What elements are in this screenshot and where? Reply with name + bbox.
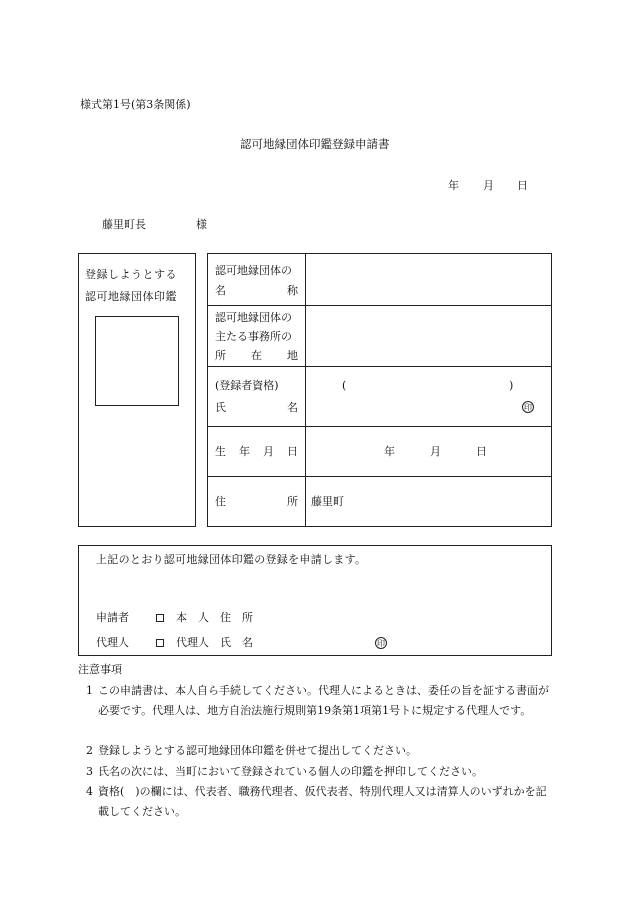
note-item-1 [86,681,556,721]
birth-label-4: 日 [287,445,298,458]
birth-label-1: 生 [215,445,226,458]
qualification-paren-close: ) [509,379,514,392]
seal-box-label-line1: 登録しようとする [85,268,177,281]
principal-checkbox[interactable] [156,612,164,623]
note-item-2 [86,741,556,761]
applicant-label: 申請者 [96,611,129,624]
office-label-a: 所 [215,349,226,362]
note-number: 4 [86,785,93,798]
birth-month-label: 月 [430,445,441,458]
group-name-field[interactable] [312,266,544,296]
office-label-c: 地 [287,349,298,362]
agent-name-label: 代理人 氏 名 [176,636,253,649]
birth-date-field[interactable] [312,436,544,466]
note-number: 3 [86,765,93,778]
qualification-paren-open: ( [342,379,347,392]
note-text: この申請書は、本人自ら手続してください。代理人によるときは、委任の旨を証する書面が必要です。代理人は、地方自治法施行規則第19条第1項第1号トに規定する代理人です。 [98,684,549,717]
address-label-a: 住 [215,495,226,508]
addressee-honorific: 様 [196,218,207,231]
address-value[interactable]: 藤里町 [311,495,344,508]
date-month-label: 月 [483,179,494,192]
birth-year-label: 年 [384,445,395,458]
address-label-b: 所 [287,495,298,508]
date-year-label: 年 [448,179,459,192]
registrant-name-label-a: 氏 [215,401,226,414]
qualification-field[interactable] [350,376,505,392]
addressee-name: 藤里町長 [102,218,146,231]
office-label-line1: 認可地縁団体の [215,311,292,324]
date-day-label: 日 [517,179,528,192]
registrant-seal-mark: 印 [524,403,532,412]
principal-address-label: 本 人 住 所 [176,611,253,624]
group-name-label-a: 名 [215,284,226,297]
birth-day-label: 日 [476,445,487,458]
agent-checkbox[interactable] [156,637,164,648]
group-name-label-b: 称 [287,284,298,297]
birth-label-3: 月 [263,445,274,458]
note-text: 資格( )の欄には、代表者、職務代理者、仮代表者、特別代理人又は清算人のいずれかを記載してください。 [98,785,547,818]
office-label-b: 在 [251,349,262,362]
note-number: 2 [86,744,93,757]
note-number: 1 [86,684,93,697]
note-text: 登録しようとする認可地縁団体印鑑を併せて提出してください。 [98,744,417,757]
note-text: 氏名の次には、当町において登録されている個人の印鑑を押印してください。 [98,765,483,778]
note-item-4 [86,782,556,822]
group-name-label-line1: 認可地縁団体の [215,264,292,277]
registrant-name-field[interactable] [312,398,512,416]
seal-registration-box [78,253,196,527]
application-box [78,545,552,656]
application-statement: 上記のとおり認可地縁団体印鑑の登録を申請します。 [96,553,367,566]
form-number: 様式第1号(第3条関係) [80,98,191,111]
registrant-qualification-label: (登録者資格) [215,379,279,392]
seal-box-label-line2: 認可地縁団体印鑑 [85,290,177,303]
registration-table [207,253,552,527]
note-item-3 [86,762,556,782]
page-title: 認可地縁団体印鑑登録申請書 [240,137,390,151]
office-address-field[interactable] [312,314,544,358]
office-label-line2: 主たる事務所の [215,330,292,343]
registrant-name-label-b: 名 [287,401,298,414]
agent-label: 代理人 [96,636,129,649]
seal-impression-area[interactable] [95,316,179,406]
birth-label-2: 年 [239,445,250,458]
agent-seal-mark: 印 [377,639,385,648]
notes-heading: 注意事項 [78,663,122,676]
